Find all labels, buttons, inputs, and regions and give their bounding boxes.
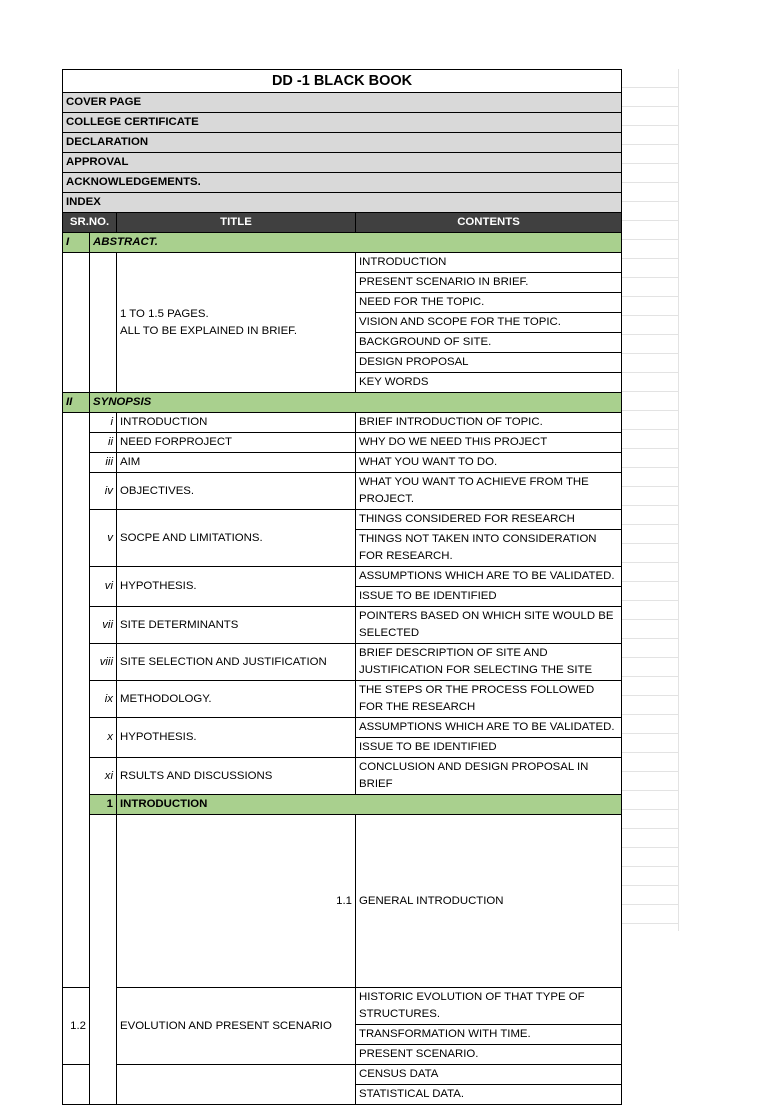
table-row xyxy=(63,988,622,1025)
section-number: II xyxy=(63,393,90,413)
section-number: 1 xyxy=(90,795,117,815)
item-number: i xyxy=(90,413,117,433)
table-row xyxy=(63,644,622,681)
section-row-introduction xyxy=(63,795,622,815)
content-cell: ISSUE TO BE IDENTIFIED xyxy=(356,738,622,758)
front-matter-item: COVER PAGE xyxy=(63,93,622,113)
item-title: HYPOTHESIS. xyxy=(117,567,356,607)
content-cell: STATISTICAL DATA. xyxy=(356,1085,622,1105)
front-matter-item: INDEX xyxy=(63,193,622,213)
section-heading: SYNOPSIS xyxy=(90,393,622,413)
content-cell: ISSUE TO BE IDENTIFIED xyxy=(356,587,622,607)
item-number: viii xyxy=(90,644,117,681)
item-number: iv xyxy=(90,473,117,510)
item-number: 1.2 xyxy=(63,988,90,1065)
front-matter-row xyxy=(63,113,622,133)
content-cell: WHAT YOU WANT TO ACHIEVE FROM THE PROJECT. xyxy=(356,473,622,510)
item-number: vi xyxy=(90,567,117,607)
content-cell: CENSUS DATA xyxy=(356,1065,622,1085)
content-cell: TRANSFORMATION WITH TIME. xyxy=(356,1025,622,1045)
table-row xyxy=(63,510,622,530)
content-cell: WHY DO WE NEED THIS PROJECT xyxy=(356,433,622,453)
section-number: I xyxy=(63,233,90,253)
item-title: HYPOTHESIS. xyxy=(117,718,356,758)
empty-cell xyxy=(63,413,90,988)
section-heading: INTRODUCTION xyxy=(117,795,622,815)
column-header-row xyxy=(63,213,622,233)
front-matter-item: COLLEGE CERTIFICATE xyxy=(63,113,622,133)
front-matter-row xyxy=(63,153,622,173)
content-cell: VISION AND SCOPE FOR THE TOPIC. xyxy=(356,313,622,333)
section-row-synopsis xyxy=(63,393,622,413)
title-row xyxy=(63,70,622,93)
item-title: SITE DETERMINANTS xyxy=(117,607,356,644)
spreadsheet-gridlines xyxy=(621,69,679,931)
header-contents: CONTENTS xyxy=(356,213,622,233)
table-row xyxy=(63,758,622,795)
content-cell: BRIEF INTRODUCTION OF TOPIC. xyxy=(356,413,622,433)
item-number: v xyxy=(90,510,117,567)
header-srno: SR.NO. xyxy=(63,213,117,233)
item-title: NEED FORPROJECT xyxy=(117,433,356,453)
item-number: vii xyxy=(90,607,117,644)
content-cell: THINGS CONSIDERED FOR RESEARCH xyxy=(356,510,622,530)
content-cell: HISTORIC EVOLUTION OF THAT TYPE OF STRUCTURES. xyxy=(356,988,622,1025)
item-number: 1.1 xyxy=(117,815,356,988)
item-title: METHODOLOGY. xyxy=(117,681,356,718)
table-row xyxy=(63,681,622,718)
content-cell: KEY WORDS xyxy=(356,373,622,393)
content-cell: WHAT YOU WANT TO DO. xyxy=(356,453,622,473)
item-title: EVOLUTION AND PRESENT SCENARIO xyxy=(117,988,356,1065)
content-cell: BACKGROUND OF SITE. xyxy=(356,333,622,353)
content-cell: NEED FOR THE TOPIC. xyxy=(356,293,622,313)
item-title: INTRODUCTION xyxy=(117,413,356,433)
empty-cell xyxy=(90,253,117,393)
abstract-title-line: ALL TO BE EXPLAINED IN BRIEF. xyxy=(120,324,298,337)
document-title: DD -1 BLACK BOOK xyxy=(63,70,622,93)
section-heading: ABSTRACT. xyxy=(90,233,622,253)
content-cell: BRIEF DESCRIPTION OF SITE AND JUSTIFICATION FOR SELECTING THE SITE xyxy=(356,644,622,681)
item-title xyxy=(117,1065,356,1105)
content-cell: DESIGN PROPOSAL xyxy=(356,353,622,373)
item-title: GENERAL INTRODUCTION xyxy=(356,815,622,988)
table-row xyxy=(63,413,622,433)
content-cell: POINTERS BASED ON WHICH SITE WOULD BE SELECTED xyxy=(356,607,622,644)
abstract-title-cell xyxy=(117,253,356,393)
empty-cell xyxy=(90,815,117,1105)
content-cell: THE STEPS OR THE PROCESS FOLLOWED FOR THE RESEARCH xyxy=(356,681,622,718)
table-row xyxy=(63,607,622,644)
item-title: AIM xyxy=(117,453,356,473)
table-row xyxy=(63,567,622,587)
section-row-abstract xyxy=(63,233,622,253)
abstract-title-line: 1 TO 1.5 PAGES. xyxy=(120,307,209,320)
item-number: x xyxy=(90,718,117,758)
item-number: ii xyxy=(90,433,117,453)
content-cell: CONCLUSION AND DESIGN PROPOSAL IN BRIEF xyxy=(356,758,622,795)
item-title: SOCPE AND LIMITATIONS. xyxy=(117,510,356,567)
black-book-table xyxy=(62,69,622,1105)
front-matter-row xyxy=(63,93,622,113)
content-cell: PRESENT SCENARIO IN BRIEF. xyxy=(356,273,622,293)
item-number xyxy=(63,1065,90,1105)
front-matter-row xyxy=(63,193,622,213)
header-title: TITLE xyxy=(117,213,356,233)
table-row xyxy=(63,253,622,273)
content-cell: ASSUMPTIONS WHICH ARE TO BE VALIDATED. xyxy=(356,718,622,738)
content-cell: INTRODUCTION xyxy=(356,253,622,273)
empty-cell xyxy=(63,253,90,393)
content-cell: PRESENT SCENARIO. xyxy=(356,1045,622,1065)
item-number: ix xyxy=(90,681,117,718)
front-matter-item: DECLARATION xyxy=(63,133,622,153)
content-cell: ASSUMPTIONS WHICH ARE TO BE VALIDATED. xyxy=(356,567,622,587)
table-row xyxy=(63,473,622,510)
content-cell: THINGS NOT TAKEN INTO CONSIDERATION FOR RESEARCH. xyxy=(356,530,622,567)
item-number: iii xyxy=(90,453,117,473)
front-matter-row xyxy=(63,173,622,193)
item-number: xi xyxy=(90,758,117,795)
front-matter-row xyxy=(63,133,622,153)
table-row xyxy=(63,433,622,453)
item-title: OBJECTIVES. xyxy=(117,473,356,510)
item-title: SITE SELECTION AND JUSTIFICATION xyxy=(117,644,356,681)
table-row xyxy=(63,1065,622,1085)
front-matter-item: ACKNOWLEDGEMENTS. xyxy=(63,173,622,193)
table-row xyxy=(63,718,622,738)
table-row xyxy=(63,453,622,473)
item-title: RSULTS AND DISCUSSIONS xyxy=(117,758,356,795)
front-matter-item: APPROVAL xyxy=(63,153,622,173)
table-row xyxy=(63,815,622,988)
